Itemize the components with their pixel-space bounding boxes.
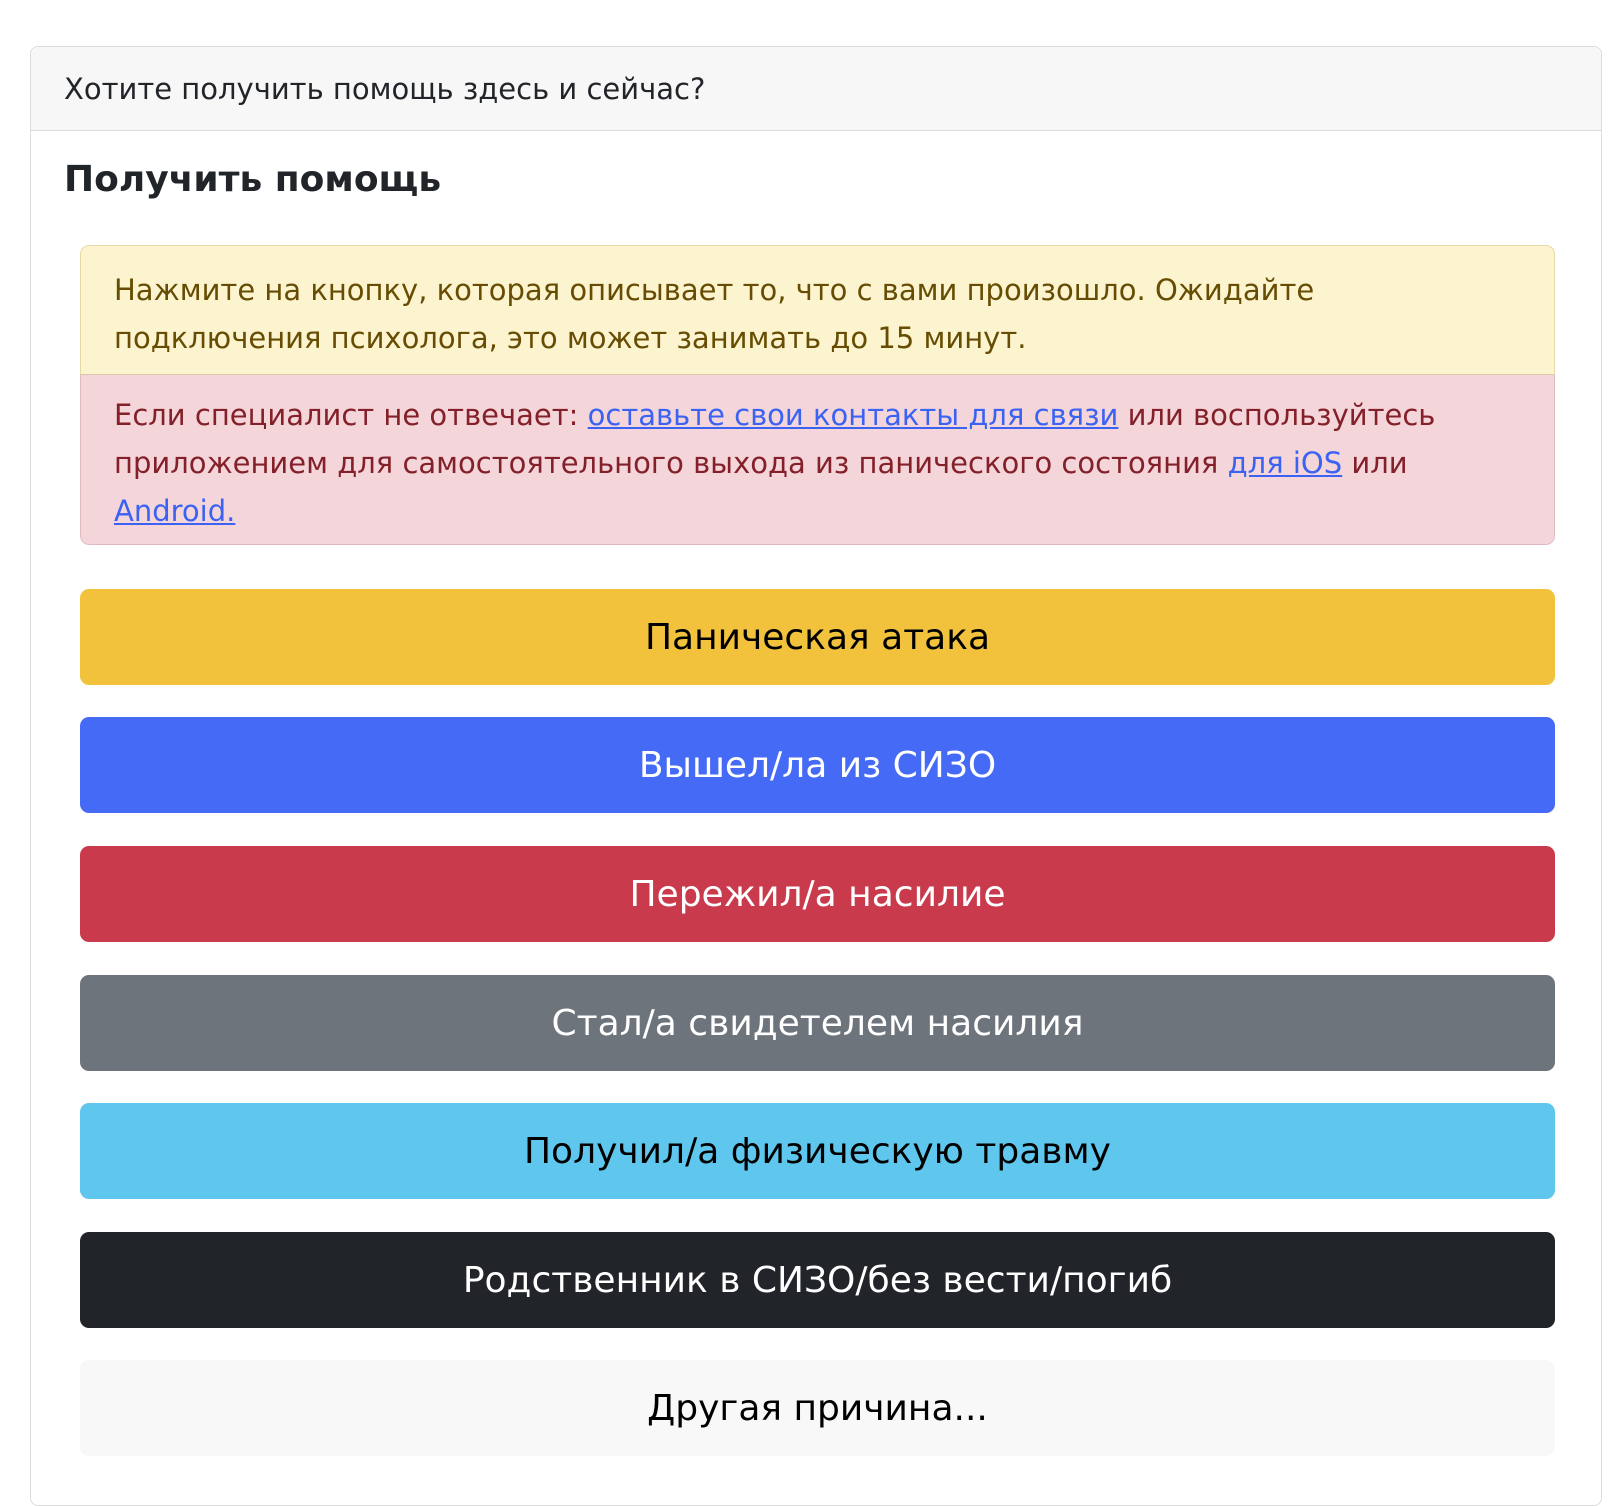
danger-prefix-text: Если специалист не отвечает: xyxy=(114,398,588,432)
survived-violence-button[interactable]: Пережил/а насилие xyxy=(80,846,1555,942)
card-header-text: Хотите получить помощь здесь и сейчас? xyxy=(64,71,706,106)
physical-injury-button[interactable]: Получил/а физическую травму xyxy=(80,1103,1555,1199)
danger-alert xyxy=(80,375,1555,545)
help-card xyxy=(30,46,1602,1506)
warning-text: Нажмите на кнопку, которая описывает то, что с вами произошло. Ожидайте подключения психолога, это может занимать до 15 минут. xyxy=(114,273,1315,355)
contacts-link[interactable]: оставьте свои контакты для связи xyxy=(587,398,1119,432)
card-header xyxy=(31,47,1601,131)
danger-middle-text: или воспользуйтесь приложением для самостоятельного выхода из панического состояния xyxy=(114,398,1436,480)
released-from-detention-button[interactable]: Вышел/ла из СИЗО xyxy=(80,717,1555,813)
page-title: Получить помощь xyxy=(64,159,442,200)
witnessed-violence-button[interactable]: Стал/а свидетелем насилия xyxy=(80,975,1555,1071)
panic-attack-button[interactable]: Паническая атака xyxy=(80,589,1555,685)
android-app-link[interactable]: Android. xyxy=(114,494,236,528)
other-reason-button[interactable]: Другая причина... xyxy=(80,1360,1555,1456)
danger-or-text: или xyxy=(1342,446,1408,480)
ios-app-link[interactable]: для iOS xyxy=(1227,446,1343,480)
relative-detained-missing-button[interactable]: Родственник в СИЗО/без вести/погиб xyxy=(80,1232,1555,1328)
warning-alert xyxy=(80,245,1555,375)
notice-box xyxy=(80,245,1555,545)
